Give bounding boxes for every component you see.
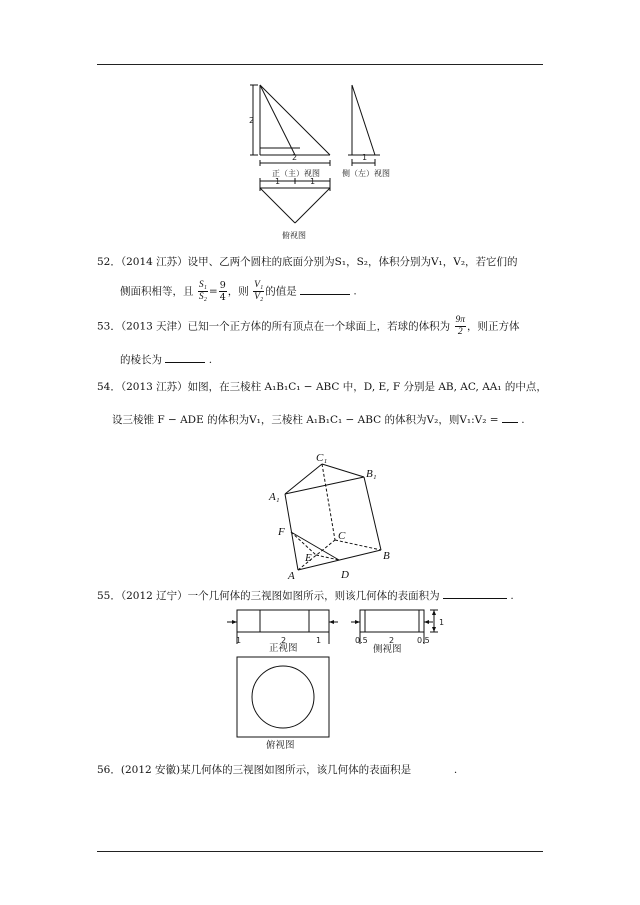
label-c1: C₁ bbox=[316, 452, 328, 464]
q54-text: 54．（2013 江苏）如图，在三棱柱 A₁B₁C₁ − ABC 中，D, E, F 分别是 AB, AC, AA₁ 的中点， bbox=[97, 381, 547, 393]
prism-figure bbox=[268, 450, 403, 582]
top-dim-right: 1 bbox=[310, 177, 316, 186]
q55-answer-blank[interactable] bbox=[443, 588, 507, 599]
label-e: E bbox=[305, 552, 312, 564]
q55-text: 55．（2012 辽宁）一个几何体的三视图如图所示，则该几何体的表面积为 bbox=[97, 590, 440, 602]
side-dim-height: 1 bbox=[439, 618, 445, 627]
side-view-caption: 侧视图 bbox=[373, 644, 402, 655]
q54-line2: 设三棱锥 F − ADE 的体积为V₁，三棱柱 A₁B₁C₁ − ABC 的体积为V₂，则V₁:V₂ = . bbox=[112, 414, 525, 426]
side-caption: 侧（左）视图 bbox=[342, 169, 390, 178]
label-c: C bbox=[338, 530, 346, 542]
footer-rule bbox=[97, 851, 543, 852]
q52-suffix: 的值是 bbox=[265, 285, 297, 298]
top-dim-left: 1 bbox=[275, 177, 281, 186]
three-view-figure-2 bbox=[225, 602, 450, 754]
side-dim-left: 0.5 bbox=[355, 636, 368, 645]
q53-fraction: $\frac{9\pi}{2}$ bbox=[455, 315, 466, 337]
q52-prefix: 侧面积相等，且 bbox=[120, 285, 194, 298]
label-b1: B₁ bbox=[366, 468, 377, 480]
q56-answer-blank[interactable] bbox=[414, 762, 450, 773]
q52-fraction-v: $\frac{\text{V₁}}{\text{V₂}}$ bbox=[254, 280, 264, 302]
label-f: F bbox=[278, 526, 285, 538]
q52-line1 bbox=[97, 255, 518, 269]
three-view-figure-1 bbox=[240, 80, 400, 245]
q55-line1: 55．（2012 辽宁）一个几何体的三视图如图所示，则该几何体的表面积为 . bbox=[97, 590, 514, 602]
q52-text: 52．（2014 江苏）设甲、乙两个圆柱的底面分别为S₁，S₂，体积分别为V₁，V₂，若它们的 bbox=[97, 256, 518, 268]
q52-fraction-9-4: $\frac{9}{4}$ bbox=[219, 280, 226, 303]
side-dim-mid: 2 bbox=[389, 636, 395, 645]
label-a1: A₁ bbox=[269, 491, 280, 503]
q52-mid: ，则 bbox=[227, 285, 249, 298]
front-view-caption: 正视图 bbox=[269, 643, 298, 654]
label-d: D bbox=[341, 569, 349, 581]
front-caption: 正（主）视图 bbox=[272, 169, 320, 178]
q53-line1: 53．（2013 天津）已知一个正方体的所有顶点在一个球面上，若球的体积为 $\frac{9\pi}{2}$ ，则正方体 bbox=[97, 315, 520, 337]
header-rule bbox=[97, 64, 543, 65]
q52-answer-blank[interactable] bbox=[300, 284, 350, 295]
top-view-caption: 俯视图 bbox=[266, 740, 295, 751]
q52-fraction-s: $\frac{\text{S₁}}{\text{S₂}}$ bbox=[198, 280, 207, 302]
q52-line2: 侧面积相等，且 $\frac{\text{S₁}}{\text{S₂}}$ = $\frac{9}{4}$ ，则 $\frac{\text{V₁}}{\text{V₂}}$ 的值是 . bbox=[120, 280, 357, 303]
side-dim-width: 1 bbox=[362, 153, 368, 162]
q54-text-2: 设三棱锥 F − ADE 的体积为V₁，三棱柱 A₁B₁C₁ − ABC 的体积为V₂，则V₁:V₂ = bbox=[112, 414, 499, 426]
q53-line2: 的棱长为 . bbox=[120, 354, 213, 366]
front-dim-height: 2 bbox=[249, 116, 255, 125]
front-dim-width: 2 bbox=[292, 153, 298, 162]
q53-text: 53．（2013 天津）已知一个正方体的所有顶点在一个球面上，若球的体积为 bbox=[97, 320, 451, 333]
front-dim-left: 1 bbox=[236, 636, 242, 645]
q53-answer-blank[interactable] bbox=[165, 352, 205, 363]
front-dim-mid: 2 bbox=[281, 636, 287, 645]
front-dim-right: 1 bbox=[316, 636, 322, 645]
q54-answer-blank[interactable] bbox=[502, 412, 518, 423]
q56-line1: 56．(2012 安徽)某几何体的三视图如图所示，该几何体的表面积是 . bbox=[97, 764, 458, 776]
side-dim-right: 0.5 bbox=[417, 636, 430, 645]
label-b: B bbox=[383, 550, 390, 562]
top-caption: 俯视图 bbox=[282, 231, 306, 240]
q56-text: 56．(2012 安徽)某几何体的三视图如图所示，该几何体的表面积是 bbox=[97, 764, 412, 776]
q54-line1 bbox=[97, 380, 547, 394]
label-a: A bbox=[288, 570, 295, 582]
